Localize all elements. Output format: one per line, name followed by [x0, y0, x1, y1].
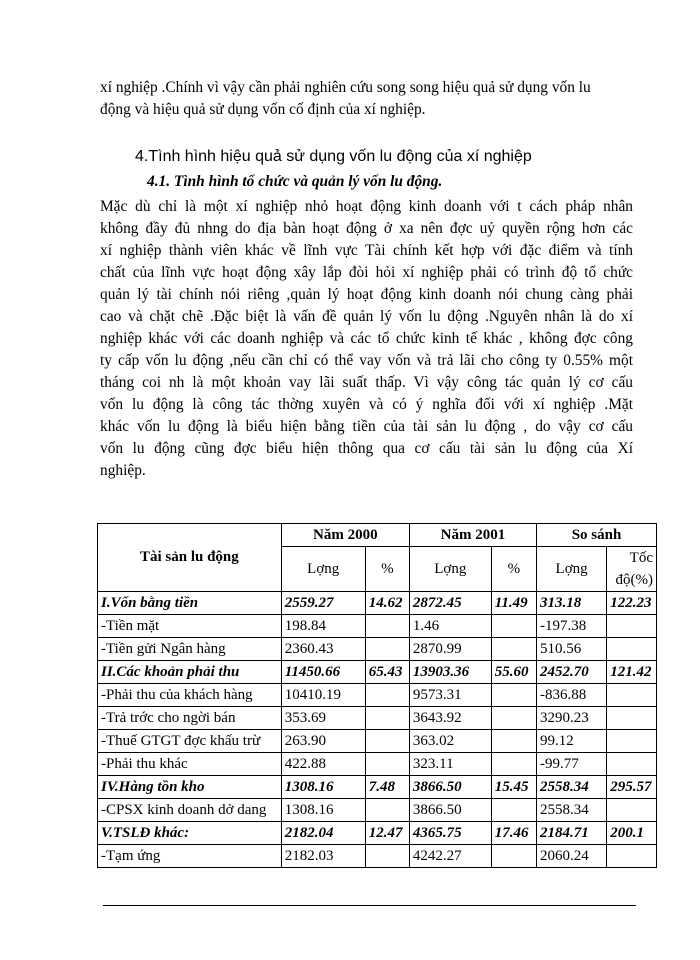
- body-line: Mặc dù chỉ là một xí nghiệp nhỏ hoạt động kinh doanh với t cách pháp nhân: [100, 198, 633, 215]
- table-cell: 4365.75: [409, 822, 491, 845]
- table-body: [98, 592, 657, 868]
- table-cell: 198.84: [281, 615, 365, 638]
- table-cell: [491, 799, 536, 822]
- table-cell: [607, 730, 657, 753]
- body-paragraph: [100, 196, 633, 482]
- table-cell: 323.11: [409, 753, 491, 776]
- table-cell: 2184.71: [537, 822, 607, 845]
- table-cell: [365, 707, 409, 730]
- table-cell: [607, 615, 657, 638]
- row-label: -Tiền gửi Ngân hàng: [98, 638, 282, 661]
- row-label: II.Các khoản phải thu: [98, 661, 282, 684]
- table-cell: [607, 684, 657, 707]
- table-cell: 3866.50: [409, 776, 491, 799]
- table-cell: 2870.99: [409, 638, 491, 661]
- table-cell: 363.02: [409, 730, 491, 753]
- table-row: [98, 615, 657, 638]
- row-label: V.TSLĐ khác:: [98, 822, 282, 845]
- row-label: -Thuế GTGT đợc khấu trừ: [98, 730, 282, 753]
- table-cell: 2360.43: [281, 638, 365, 661]
- body-line: xí nghiệp thành viên khác về lĩnh vực Tài chính kết hợp với đặc điểm và tính: [100, 242, 633, 259]
- table-row: [98, 730, 657, 753]
- subheader-amount: Lợng: [281, 547, 365, 592]
- body-line: vốn lu động cũng đợc biểu hiện thông qua cơ cấu tài sản lu động của Xí: [100, 440, 633, 457]
- table-cell: 3866.50: [409, 799, 491, 822]
- table-cell: 1308.16: [281, 799, 365, 822]
- footer-rule: [103, 905, 636, 906]
- table-cell: [607, 753, 657, 776]
- body-line: nghiệp.: [100, 462, 146, 479]
- table-cell: 200.1: [607, 822, 657, 845]
- subheader-percent: %: [491, 547, 536, 592]
- body-line: vốn lu động là công tác thờng xuyên và có ý nghĩa đối với xí nghiệp .Mặt: [100, 396, 633, 413]
- table-cell: 2182.04: [281, 822, 365, 845]
- body-line: cao và chặt chẽ .Đặc biệt là vấn đề quản lý vốn lu động .Nguyên nhân là do xí: [100, 308, 633, 325]
- row-label: -Phải thu khác: [98, 753, 282, 776]
- body-line: chất của lĩnh vực hoạt động xây lắp đòi hỏi xí nghiệp phải có trình độ tổ chức: [100, 264, 633, 281]
- table-cell: 17.46: [491, 822, 536, 845]
- table-cell: [365, 799, 409, 822]
- table-cell: 313.18: [537, 592, 607, 615]
- table-cell: 13903.36: [409, 661, 491, 684]
- table-cell: [491, 638, 536, 661]
- subheader-rate: Tốc độ(%): [607, 547, 657, 592]
- subsection-heading: 4.1. Tình hình tổ chức và quản lý vốn lu động.: [147, 173, 443, 190]
- table-row: [98, 638, 657, 661]
- row-label: -Trả trớc cho ngời bán: [98, 707, 282, 730]
- body-line: ty cấp vốn lu động ,nếu cần chỉ có thể vay vốn và trả lãi cho công ty 0.55% một: [100, 352, 633, 369]
- table-row: [98, 684, 657, 707]
- table-cell: [365, 638, 409, 661]
- body-line: không đầy đủ nhng do địa bàn hoạt động ở xa nên đợc uỷ quyền rộng hơn các: [100, 220, 633, 237]
- intro-paragraph: [100, 77, 640, 121]
- table-cell: -99.77: [537, 753, 607, 776]
- table-cell: [607, 638, 657, 661]
- table-row: [98, 799, 657, 822]
- table-cell: 2558.34: [537, 776, 607, 799]
- table-cell: [491, 615, 536, 638]
- table-cell: 263.90: [281, 730, 365, 753]
- table-cell: [365, 753, 409, 776]
- col-header-year-2000: Năm 2000: [281, 524, 409, 547]
- table-cell: [491, 753, 536, 776]
- table-cell: 2060.24: [537, 845, 607, 868]
- table-cell: 1.46: [409, 615, 491, 638]
- table-cell: 11450.66: [281, 661, 365, 684]
- table-cell: 15.45: [491, 776, 536, 799]
- row-label: I.Vốn bằng tiền: [98, 592, 282, 615]
- table-cell: 1308.16: [281, 776, 365, 799]
- table-row: [98, 753, 657, 776]
- table-cell: 10410.19: [281, 684, 365, 707]
- table-cell: 2559.27: [281, 592, 365, 615]
- table-cell: 99.12: [537, 730, 607, 753]
- table-cell: 422.88: [281, 753, 365, 776]
- table-cell: 4242.27: [409, 845, 491, 868]
- table-cell: [607, 707, 657, 730]
- table-cell: [365, 845, 409, 868]
- table-row: [98, 776, 657, 799]
- table-cell: [365, 730, 409, 753]
- table-cell: 14.62: [365, 592, 409, 615]
- table-cell: 3643.92: [409, 707, 491, 730]
- table-cell: [491, 845, 536, 868]
- body-line: khác vốn lu động là biểu hiện bằng tiền của tài sản lu động , do vậy cơ cấu: [100, 418, 633, 435]
- row-label: -Tiền mặt: [98, 615, 282, 638]
- col-header-compare: So sánh: [537, 524, 657, 547]
- table-cell: 11.49: [491, 592, 536, 615]
- table-row: [98, 661, 657, 684]
- body-line: quản lý tài chính nói riêng ,quản lý hoạt động kinh doanh nói chung càng phải: [100, 286, 633, 303]
- table-cell: [491, 684, 536, 707]
- table-cell: 12.47: [365, 822, 409, 845]
- table-cell: [491, 730, 536, 753]
- table-cell: 3290.23: [537, 707, 607, 730]
- table-cell: 9573.31: [409, 684, 491, 707]
- section-heading: 4.Tình hình hiệu quả sử dụng vốn lu động của xí nghiệp: [135, 148, 532, 165]
- table-cell: 2452.70: [537, 661, 607, 684]
- table-cell: [607, 799, 657, 822]
- table-cell: [607, 845, 657, 868]
- table-cell: 65.43: [365, 661, 409, 684]
- table-cell: 295.57: [607, 776, 657, 799]
- table-cell: 2872.45: [409, 592, 491, 615]
- intro-line-2: động và hiệu quả sử dụng vốn cố định của xí nghiệp.: [100, 101, 426, 118]
- table-cell: [491, 707, 536, 730]
- table-cell: 353.69: [281, 707, 365, 730]
- subheader-amount: Lợng: [537, 547, 607, 592]
- table-cell: 55.60: [491, 661, 536, 684]
- col-header-year-2001: Năm 2001: [409, 524, 536, 547]
- table-cell: 122.23: [607, 592, 657, 615]
- table-row: [98, 592, 657, 615]
- row-label: -Tạm ứng: [98, 845, 282, 868]
- table-cell: 510.56: [537, 638, 607, 661]
- table-cell: 121.42: [607, 661, 657, 684]
- body-line: nghiệp khác với các doanh nghiệp và các tổ chức kinh tế khác , không đợc công: [100, 330, 633, 347]
- intro-line-1: xí nghiệp .Chính vì vậy cần phải nghiên cứu song song hiệu quả sử dụng vốn lu: [100, 79, 591, 96]
- row-label: IV.Hàng tồn kho: [98, 776, 282, 799]
- col-header-asset: Tài sản lu động: [98, 524, 282, 592]
- body-line: tháng coi nh là một khoản vay lãi suất thấp. Vì vậy công tác quản lý cơ cấu: [100, 374, 633, 391]
- table-row: [98, 845, 657, 868]
- table-cell: -197.38: [537, 615, 607, 638]
- table-cell: -836.88: [537, 684, 607, 707]
- row-label: -CPSX kinh doanh dở dang: [98, 799, 282, 822]
- table-cell: 2558.34: [537, 799, 607, 822]
- working-capital-table: [97, 523, 657, 868]
- table-cell: 2182.03: [281, 845, 365, 868]
- table-cell: [365, 684, 409, 707]
- row-label: -Phải thu của khách hàng: [98, 684, 282, 707]
- table-row: [98, 822, 657, 845]
- subheader-percent: %: [365, 547, 409, 592]
- table-cell: 7.48: [365, 776, 409, 799]
- subheader-amount: Lợng: [409, 547, 491, 592]
- table-header-row: [98, 524, 657, 547]
- table-row: [98, 707, 657, 730]
- table-cell: [365, 615, 409, 638]
